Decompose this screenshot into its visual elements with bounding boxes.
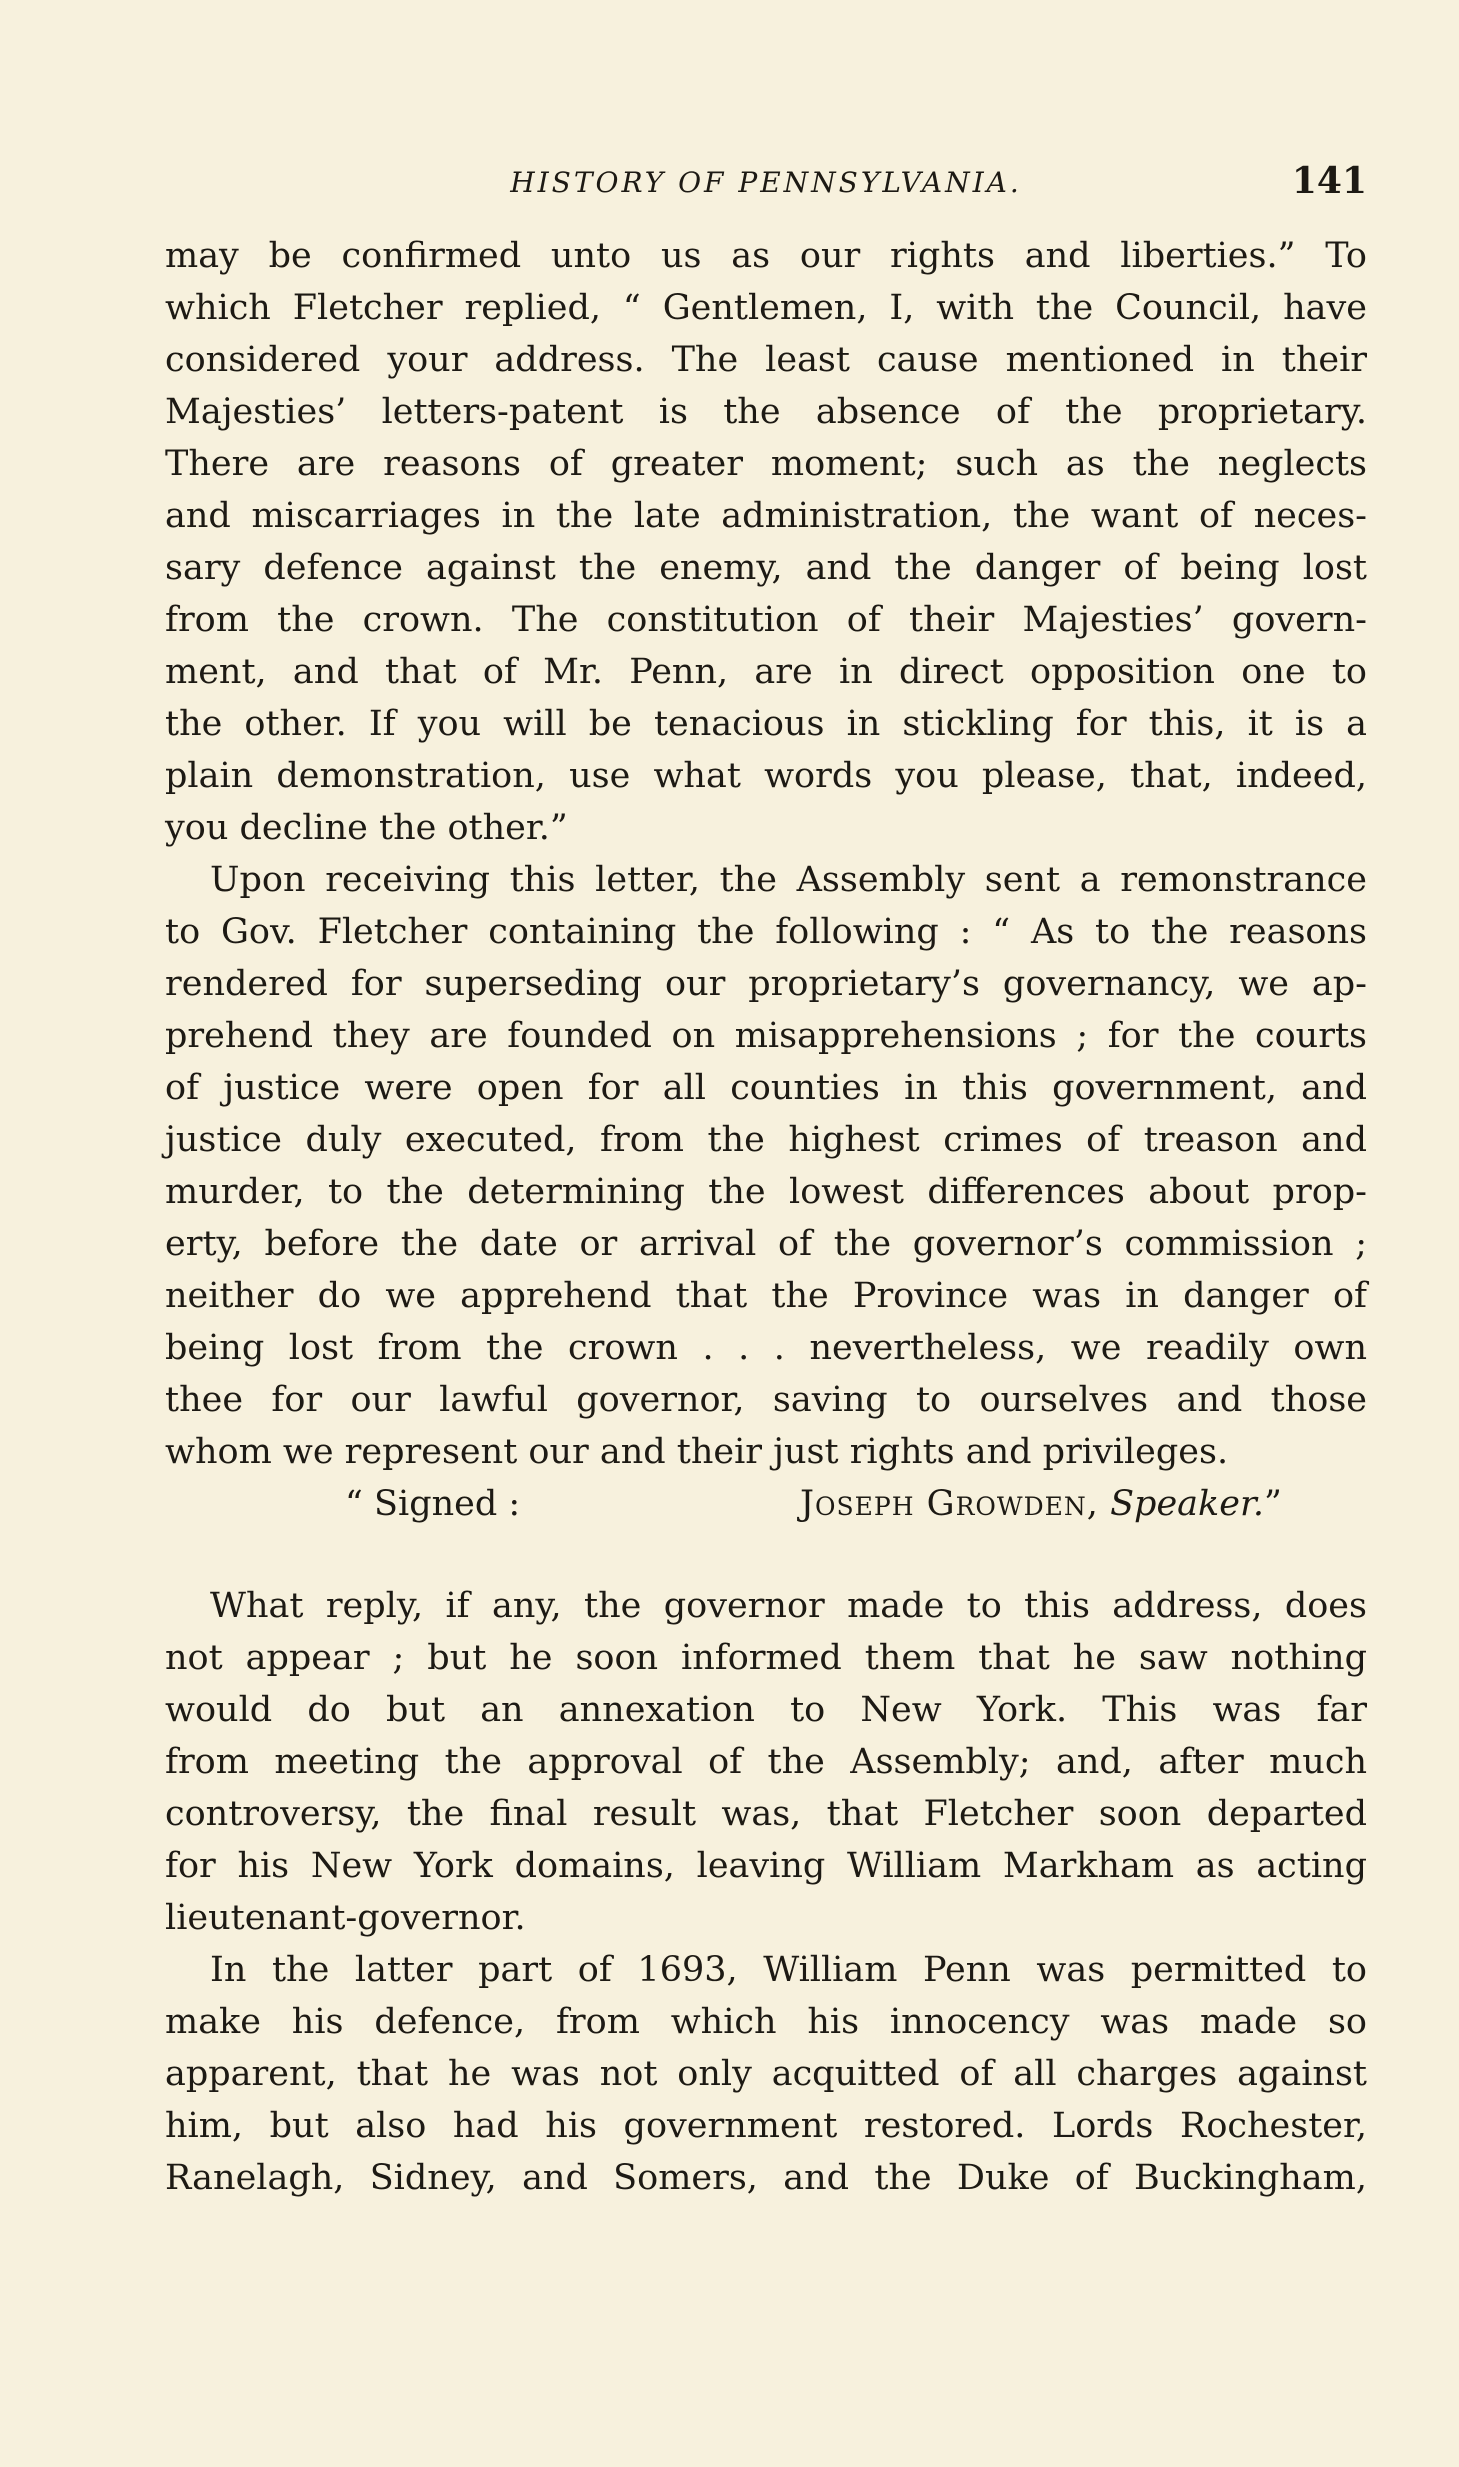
text-line: him, but also had his government restored. Lords Rochester,: [165, 2106, 1367, 2146]
text-line: apparent, that he was not only acquitted of all charges against: [165, 2054, 1367, 2094]
text-line: Upon receiving this letter, the Assembly sent a remonstrance: [210, 860, 1367, 900]
text-line: may be confirmed unto us as our rights and liberties.” To: [165, 236, 1367, 276]
text-line: plain demonstration, use what words you please, that, indeed,: [165, 756, 1367, 796]
text-line: murder, to the determining the lowest differences about prop-: [165, 1172, 1367, 1212]
page-number: 141: [1291, 160, 1367, 202]
section-spacer: [165, 1530, 1367, 1580]
text-line: erty, before the date or arrival of the governor’s commission ;: [165, 1224, 1367, 1264]
text-line: you decline the other.”: [165, 808, 568, 848]
text-line: would do but an annexation to New York. This was far: [165, 1690, 1367, 1730]
signature-label: “ Signed :: [345, 1484, 521, 1524]
text-line: and miscarriages in the late administration, the want of neces-: [165, 496, 1367, 536]
text-line: not appear ; but he soon informed them that he saw nothing: [165, 1638, 1367, 1678]
text-line: controversy, the final result was, that Fletcher soon departed: [165, 1794, 1367, 1834]
text-line: sary defence against the enemy, and the danger of being lost: [165, 548, 1367, 588]
text-line: thee for our lawful governor, saving to ourselves and those: [165, 1380, 1367, 1420]
text-line: to Gov. Fletcher containing the following : “ As to the reasons: [165, 912, 1367, 952]
paragraph-3: [165, 1580, 1367, 1944]
text-line: the other. If you will be tenacious in stickling for this, it is a: [165, 704, 1367, 744]
text-line: neither do we apprehend that the Province was in danger of: [165, 1276, 1367, 1316]
text-line: which Fletcher replied, “ Gentlemen, I, with the Council, have: [165, 288, 1367, 328]
text-line: prehend they are founded on misapprehensions ; for the courts: [165, 1016, 1367, 1056]
signature-line: [165, 1478, 1367, 1530]
text-line: for his New York domains, leaving William Markham as acting: [165, 1846, 1367, 1886]
text-line: of justice were open for all counties in this government, and: [165, 1068, 1367, 1108]
signature-name: [800, 1478, 1282, 1530]
running-head: [165, 160, 1367, 210]
text-line: from meeting the approval of the Assembly; and, after much: [165, 1742, 1367, 1782]
text-line: considered your address. The least cause mentioned in their: [165, 340, 1367, 380]
text-line: rendered for superseding our proprietary’s governancy, we ap-: [165, 964, 1367, 1004]
text-line: lieutenant-governor.: [165, 1898, 526, 1938]
text-line: ment, and that of Mr. Penn, are in direct opposition one to: [165, 652, 1367, 692]
text-line: from the crown. The constitution of their Majesties’ govern-: [165, 600, 1367, 640]
paragraph-2: [165, 854, 1367, 1478]
running-title: HISTORY OF PENNSYLVANIA.: [510, 166, 1022, 199]
text-line: Ranelagh, Sidney, and Somers, and the Duke of Buckingham,: [165, 2158, 1367, 2198]
text-line: There are reasons of greater moment; such as the neglects: [165, 444, 1367, 484]
text-line: justice duly executed, from the highest crimes of treason and: [165, 1120, 1367, 1160]
paragraph-1: [165, 230, 1367, 854]
signer-title: Speaker.: [1110, 1484, 1264, 1524]
body-text: [165, 230, 1367, 2204]
text-line: What reply, if any, the governor made to this address, does: [210, 1586, 1367, 1626]
text-line: Majesties’ letters-patent is the absence of the proprietary.: [165, 392, 1367, 432]
text-line: whom we represent our and their just rights and privileges.: [165, 1432, 1229, 1472]
paragraph-4: [165, 1944, 1367, 2204]
text-line: being lost from the crown . . . nevertheless, we readily own: [165, 1328, 1367, 1368]
text-line: make his defence, from which his innocency was made so: [165, 2002, 1367, 2042]
signer-name: Joseph Growden,: [800, 1484, 1099, 1524]
closing-quote: ”: [1263, 1484, 1282, 1524]
text-line: In the latter part of 1693, William Penn was permitted to: [210, 1950, 1367, 1990]
